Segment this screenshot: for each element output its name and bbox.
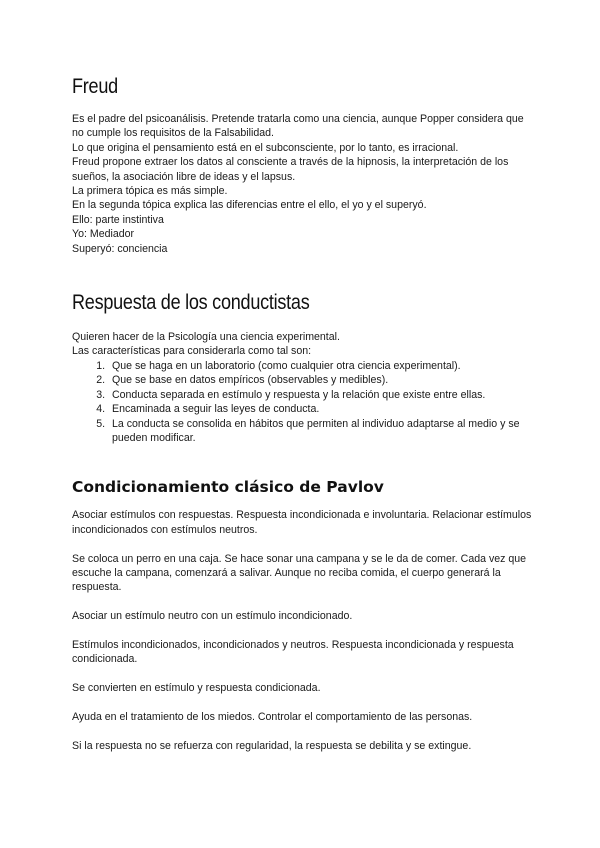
list-item: 2. Que se base en datos empíricos (observables y medibles).: [108, 373, 532, 387]
document-content: [72, 70, 532, 753]
pavlov-paragraph: Asociar un estímulo neutro con un estímulo incondicionado.: [72, 610, 353, 623]
list-item: 4. Encaminada a seguir las leyes de conducta.: [108, 402, 532, 416]
freud-line: Freud propone extraer los datos al consciente a través de la hipnosis, la interpretación de los sueños, la asociación libre de ideas y el lapsus.: [72, 156, 509, 183]
freud-line: Ello: parte instintiva: [72, 213, 164, 226]
list-item: 1. Que se haga en un laboratorio (como cualquier otra ciencia experimental).: [108, 359, 532, 373]
conductistas-intro: Las características para considerarla como tal son:: [72, 345, 312, 358]
pavlov-paragraph: Estímulos incondicionados, incondicionados y neutros. Respuesta incondicionada y respuesta condicionada.: [72, 638, 514, 666]
pavlov-paragraph: Se convierten en estímulo y respuesta condicionada.: [72, 682, 321, 695]
conductistas-intro: Quieren hacer de la Psicología una ciencia experimental.: [72, 331, 340, 344]
freud-line: La primera tópica es más simple.: [72, 185, 228, 198]
list-item: 5. La conducta se consolida en hábitos que permiten al individuo adaptarse al medio y se pueden modificar.: [108, 417, 532, 446]
freud-line: Superyó: conciencia: [72, 242, 168, 255]
conductistas-body: [72, 330, 532, 445]
freud-line: Lo que origina el pensamiento está en el subconsciente, por lo tanto, es irracional.: [72, 141, 459, 154]
pavlov-body: [72, 508, 532, 753]
freud-line: Es el padre del psicoanálisis. Pretende tratarla como una ciencia, aunque Popper considera que no cumple los requisitos de la Falsabilidad.: [72, 113, 524, 140]
conductistas-list: [72, 359, 532, 445]
pavlov-paragraph: Se coloca un perro en una caja. Se hace sonar una campana y se le da de comer. Cada vez que escuche la campana, comenzará a salivar. Aunque no reciba comida, el cuerpo generará la respuesta.: [72, 552, 527, 594]
pavlov-paragraph: Si la respuesta no se refuerza con regularidad, la respuesta se debilita y se extingue.: [72, 739, 472, 752]
heading-freud: Freud: [72, 75, 118, 98]
heading-conductistas: Respuesta de los conductistas: [72, 291, 310, 315]
pavlov-paragraph: Asociar estímulos con respuestas. Respuesta incondicionada e involuntaria. Relacionar estímulos incondicionados con estímulos neutros.: [72, 509, 532, 536]
list-item: 3. Conducta separada en estímulo y respuesta y la relación que existe entre ellas.: [108, 388, 532, 402]
freud-body: [72, 112, 532, 256]
freud-line: Yo: Mediador: [72, 228, 135, 241]
pavlov-paragraph: Ayuda en el tratamiento de los miedos. Controlar el comportamiento de las personas.: [72, 710, 473, 723]
freud-line: En la segunda tópica explica las diferencias entre el ello, el yo y el superyó.: [72, 199, 427, 212]
heading-pavlov: Condicionamiento clásico de Pavlov: [72, 478, 384, 497]
